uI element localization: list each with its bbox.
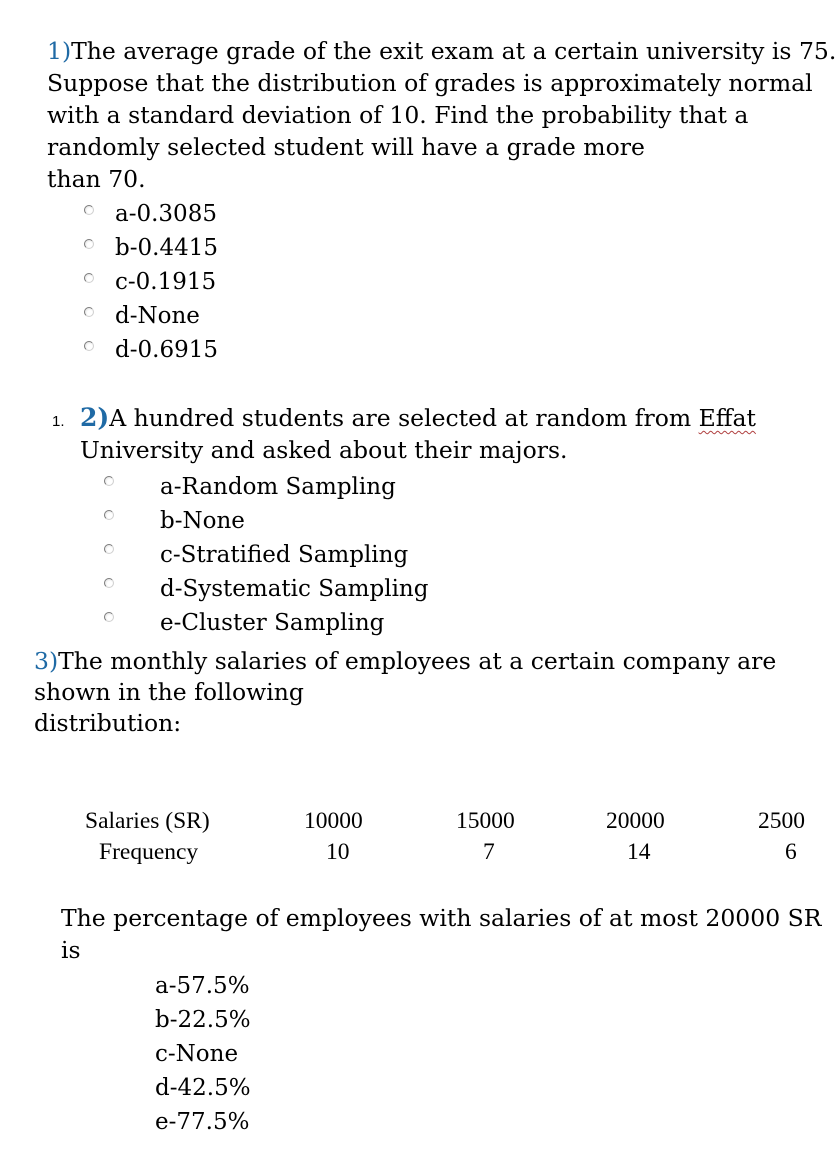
question-1-line-3: with a standard deviation of 10. Find the probability that a: [47, 101, 749, 129]
q3-option-b-label: b-22.5%: [155, 1007, 251, 1033]
q1-option-e-radio[interactable]: [84, 341, 94, 351]
table-row-label-salaries: Salaries (SR): [85, 808, 210, 834]
question-2: [80, 402, 756, 466]
q1-option-c-radio[interactable]: [84, 273, 94, 283]
question-3-number: 3): [34, 647, 59, 675]
table-cell-frequency: 6: [785, 839, 797, 865]
list-marker: 1.: [52, 413, 65, 430]
q1-option-b-radio[interactable]: [84, 239, 94, 249]
question-1-line-4: randomly selected student will have a grade more: [47, 133, 645, 161]
q2-option-c-label: c-Stratified Sampling: [160, 542, 409, 568]
question-2-line-1: 2)A hundred students are selected at random from Effat: [80, 403, 756, 432]
question-3-line-2: shown in the following: [34, 678, 304, 706]
table-cell-frequency: 7: [483, 839, 495, 865]
q1-option-e-label: d-0.6915: [115, 337, 218, 363]
q2-option-d-radio[interactable]: [104, 578, 114, 588]
question-1-line-1: 1)The average grade of the exit exam at a certain university is 75.: [47, 37, 837, 65]
question-1-line-2: Suppose that the distribution of grades is approximately normal: [47, 69, 813, 97]
question-3-prompt-line-1: The percentage of employees with salaries of at most 20000 SR: [61, 904, 822, 932]
table-cell-frequency: 10: [326, 839, 350, 865]
q3-option-e-label: e-77.5%: [155, 1109, 250, 1135]
table-cell-salary: 10000: [304, 808, 363, 834]
q2-option-e-radio[interactable]: [104, 612, 114, 622]
q1-option-c-label: c-0.1915: [115, 269, 217, 295]
question-3: [34, 646, 776, 739]
q1-option-d-label: d-None: [115, 303, 200, 329]
question-3-line-3: distribution:: [34, 709, 182, 737]
table-row-label-frequency: Frequency: [99, 839, 199, 865]
question-1: [47, 35, 836, 195]
question-3-prompt-line-2: is: [61, 936, 81, 964]
table-cell-salary: 2500: [758, 808, 805, 834]
question-2-line-2: University and asked about their majors.: [80, 436, 568, 464]
table-cell-frequency: 14: [627, 839, 651, 865]
q3-option-c-label: c-None: [155, 1041, 239, 1067]
q2-option-d-label: d-Systematic Sampling: [160, 576, 429, 602]
q3-option-a-label: a-57.5%: [155, 973, 250, 999]
q2-option-a-label: a-Random Sampling: [160, 474, 396, 500]
table-cell-salary: 20000: [606, 808, 665, 834]
q1-option-a-label: a-0.3085: [115, 201, 217, 227]
question-2-number: 2): [80, 403, 110, 432]
q2-option-b-radio[interactable]: [104, 510, 114, 520]
question-3-prompt: [61, 902, 821, 966]
question-3-line-1: 3)The monthly salaries of employees at a certain company are: [34, 647, 777, 675]
question-1-line-5: than 70.: [47, 165, 146, 193]
q1-option-b-label: b-0.4415: [115, 235, 218, 261]
table-cell-salary: 15000: [456, 808, 515, 834]
q1-option-d-radio[interactable]: [84, 307, 94, 317]
q1-option-a-radio[interactable]: [84, 205, 94, 215]
q2-option-a-radio[interactable]: [104, 476, 114, 486]
spellcheck-word: Effat: [698, 404, 756, 432]
q2-option-c-radio[interactable]: [104, 544, 114, 554]
q3-option-d-label: d-42.5%: [155, 1075, 251, 1101]
question-1-number: 1): [47, 37, 72, 65]
q2-option-b-label: b-None: [160, 508, 245, 534]
q2-option-e-label: e-Cluster Sampling: [160, 610, 385, 636]
